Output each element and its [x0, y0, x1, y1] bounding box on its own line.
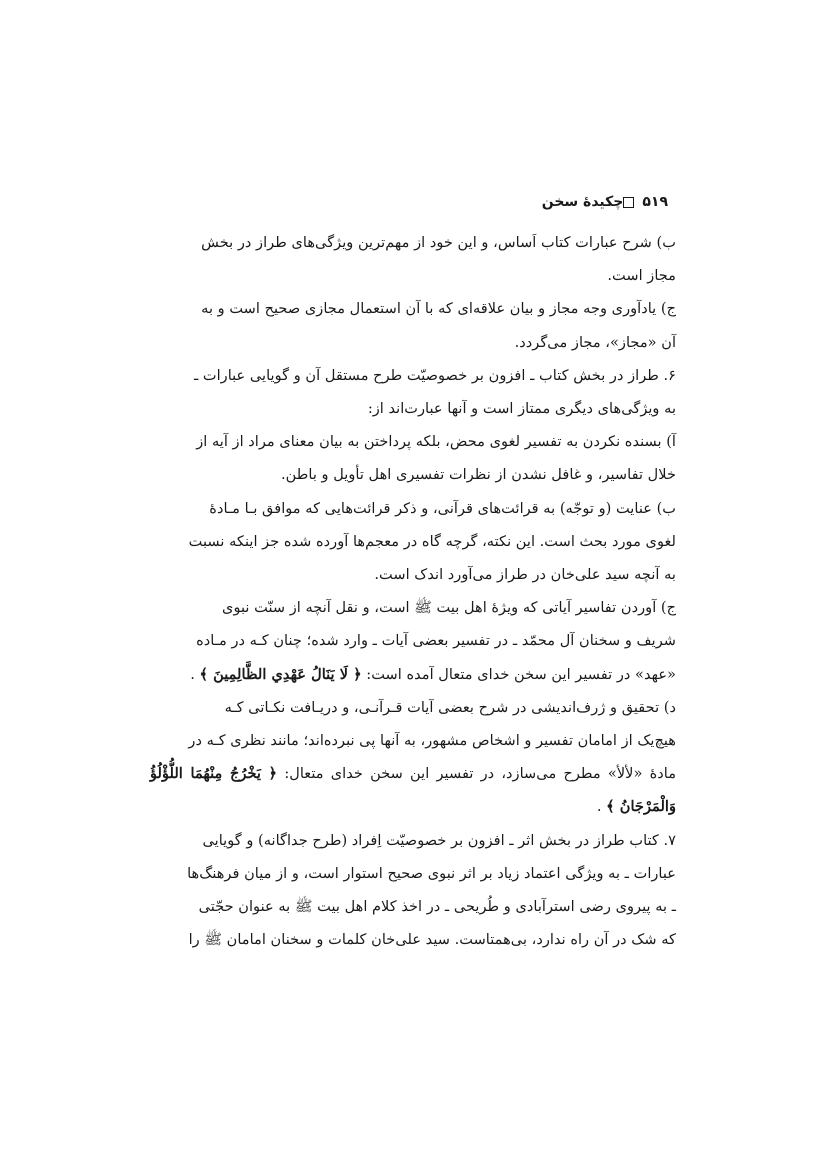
quote-suffix: . — [596, 798, 602, 816]
text-line: د) تحقیق و ژرف‌اندیشی در شرح بعضی آیات قـرآنـی، و دریـافت نکـاتی کـه — [224, 698, 676, 716]
page-number: ۵۱۹ — [642, 194, 668, 210]
paragraph — [150, 226, 676, 292]
text-line: مجاز است. — [607, 267, 676, 285]
paragraph — [150, 292, 676, 358]
text-line: ۶. طراز در بخش کتاب ـ افزون بر خصوصیّت طرح مستقل آن و گویایی عبارات ـ — [193, 366, 676, 384]
text-line: عبارات ـ به ویژگی اعتماد زیاد بر اثر نبوی صحیح استوار است، و از میان فرهنگ‌ها — [187, 864, 676, 882]
quran-quote: ﴿ لَا يَنَالُ عَهْدِي الظَّالِمِينَ ﴾ — [199, 665, 362, 683]
text-line: ب) شرح عبارات کتاب اَساس، و این خود از مهم‌ترین ویژگی‌های طراز در بخش — [201, 234, 676, 251]
paragraph — [150, 492, 676, 592]
header-title: چکیدهٔ سخن — [541, 194, 624, 210]
text-line: «عهد» در تفسیر این سخن خدای متعال آمده است: — [366, 665, 676, 683]
paragraph — [150, 359, 676, 425]
quote-suffix: . — [190, 665, 195, 683]
running-header — [150, 190, 676, 214]
text-line: به ویژگی‌های دیگری ممتاز است و آنها عبارت‌اند از: — [367, 400, 676, 418]
text-line: ۷. کتاب طراز در بخش اثر ـ افزون بر خصوصیّت اِفراد (طرح جداگانه) و گویایی — [202, 831, 676, 849]
text-line: لغوی مورد بحث است. این نکته، گرچه گاه در معجم‌ها آورده شده جز اینکه نسبت — [188, 532, 676, 550]
quran-quote: ﴿ يَخْرُجُ مِنْهُمَا اللُّؤْلُؤُ وَالْمَرْجَانُ ﴾ — [150, 765, 676, 816]
square-ornament-icon — [623, 197, 634, 208]
text-line: آن «مجاز»، مجاز می‌گردد. — [514, 333, 676, 351]
body-text — [150, 226, 676, 956]
paragraph — [150, 425, 676, 491]
text-line: مادهٔ «لألأ» مطرح می‌سازد، در تفسیر این سخن خدای متعال: — [284, 765, 677, 783]
paragraph — [150, 691, 676, 824]
text-line: آ) بسنده نکردن به تفسیر لغوی محض، بلکه پرداختن به بیان معنای مراد از آیه از — [196, 433, 676, 451]
text-line: خلال تفاسیر، و غافل نشدن از نظرات تفسیری اهل تأویل و باطن. — [281, 466, 676, 484]
text-line: ج) یادآوری وجه مجاز و بیان علاقه‌ای که با آن استعمال مجازی صحیح است و به — [201, 300, 676, 318]
text-line: هیچ‌یک از امامان تفسیر و اشخاص مشهور، به آنها پی نبرده‌اند؛ مانند نظری کـه در — [188, 732, 676, 750]
text-line: ب) عنایت (و توجّه) به قرائت‌های قرآنی، و ذکر قرائت‌هایی که موافق بـا مـادهٔ — [209, 499, 676, 517]
book-page — [150, 190, 676, 956]
text-line: که شک در آن راه ندارد، بی‌همتاست. سید علی‌خان کلمات و سخنان امامان ﷺ را — [188, 931, 676, 949]
paragraph — [150, 591, 676, 691]
paragraph — [150, 824, 676, 957]
text-line: به آنچه سید علی‌خان در طراز می‌آورد اندک است. — [374, 566, 676, 584]
text-line: ج) آوردن تفاسیر آیاتی که ویژهٔ اهل بیت ﷺ است، و نقل آنچه از سنّت نبوی — [222, 599, 676, 617]
text-line: ـ به پیروی رضی استرآبادی و طُریحی ـ در اخذ کلام اهل بیت ﷺ به عنوان حجّتی — [198, 898, 676, 916]
text-line: شریف و سخنان آل محمّد ـ در تفسیر بعضی آیات ـ وارد شده؛ چنان کـه در مـاده — [196, 632, 676, 650]
